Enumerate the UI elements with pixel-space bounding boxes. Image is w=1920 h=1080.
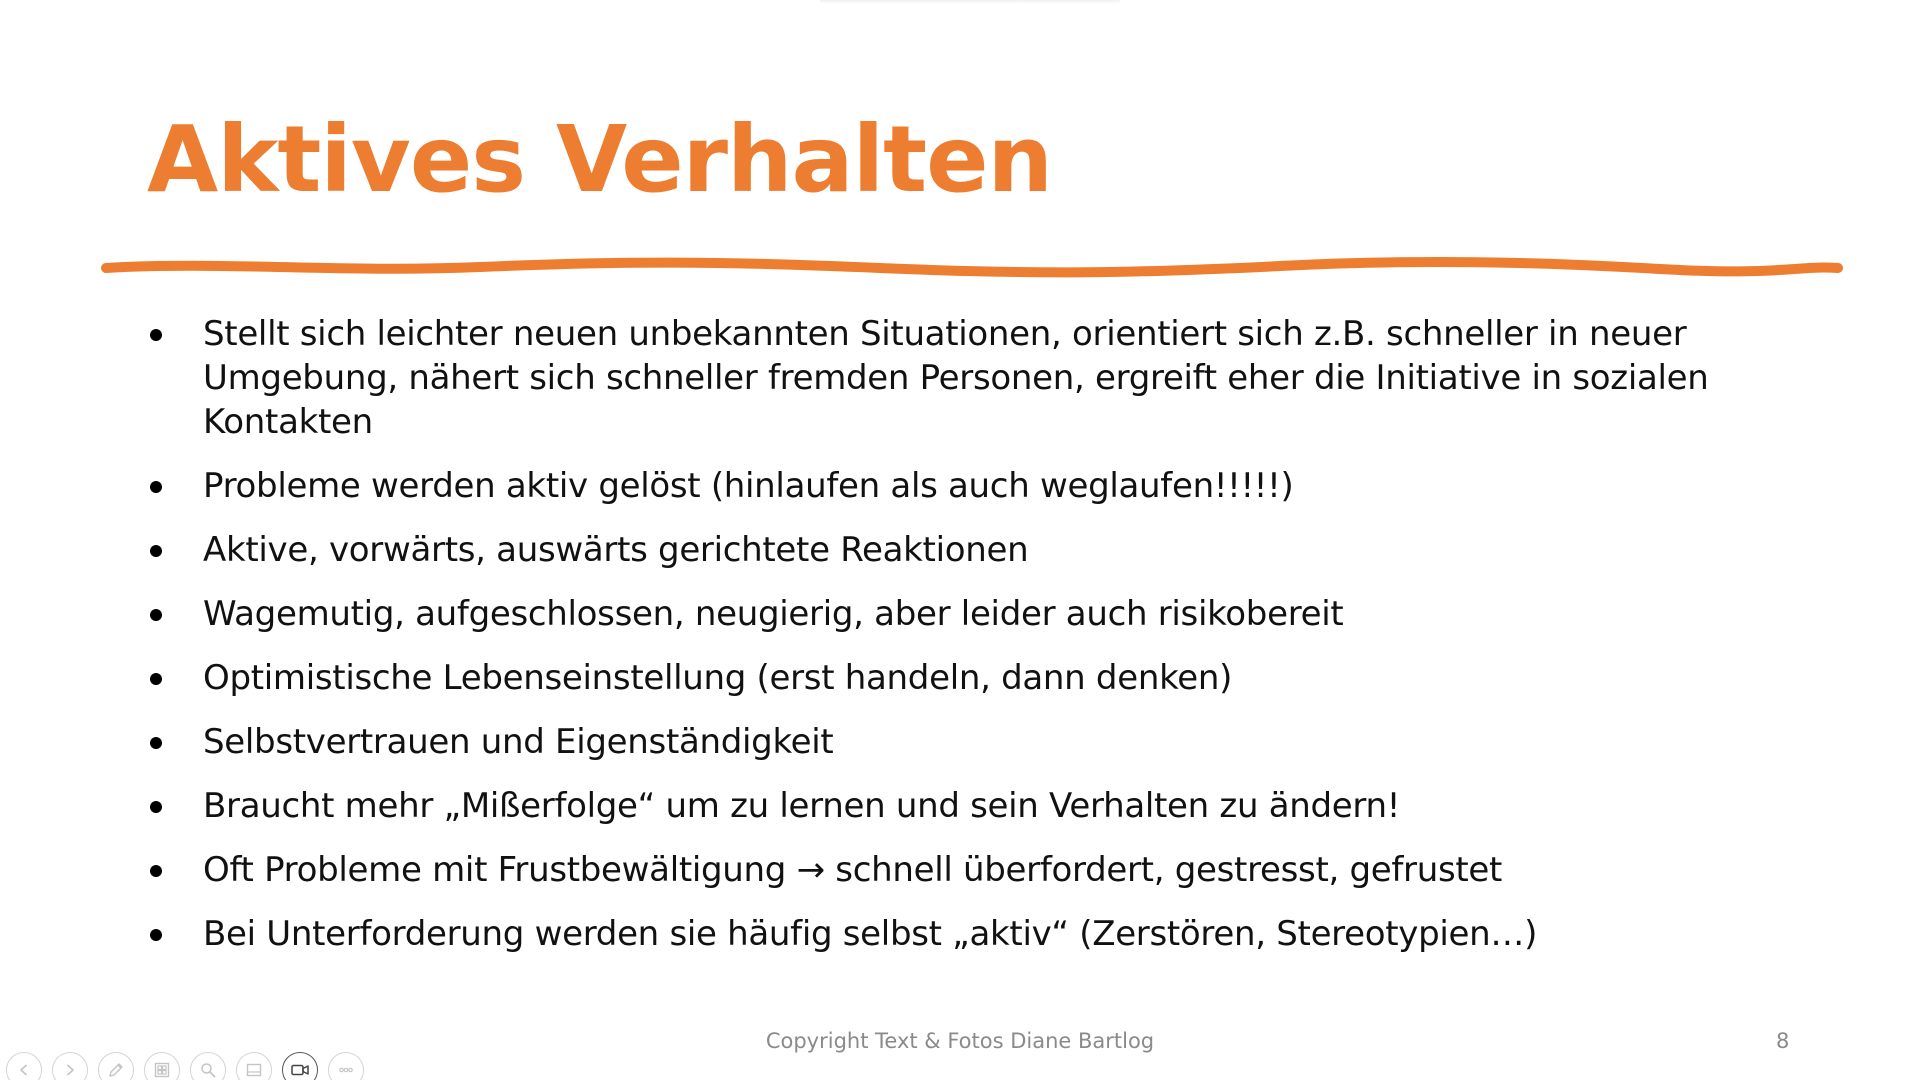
bullet-item	[140, 720, 1760, 764]
bullet-dot-icon	[150, 609, 162, 621]
bullet-dot-icon	[150, 329, 162, 341]
bullet-item	[140, 592, 1760, 636]
bullet-text: Aktive, vorwärts, auswärts gerichtete Reaktionen	[203, 530, 1029, 570]
bullet-item	[140, 464, 1760, 508]
bullet-dot-icon	[150, 929, 162, 941]
bullet-item	[140, 784, 1760, 828]
pen-icon	[107, 1061, 125, 1079]
bullet-list	[140, 312, 1760, 976]
bullet-item	[140, 848, 1760, 892]
bullet-item	[140, 912, 1760, 956]
bullet-text: Stellt sich leichter neuen unbekannten Situationen, orientiert sich z.B. schneller in neuer Umgebung, nähert sich schneller fremden Personen, ergreift eher die Initiative in sozialen Kontakten	[203, 314, 1709, 442]
title-underline-stroke	[100, 250, 1844, 286]
window-edge-shadow	[820, 0, 1120, 4]
slide-number: 8	[1776, 1029, 1790, 1053]
presentation-toolbar	[6, 1052, 364, 1080]
camera-button[interactable]	[282, 1052, 318, 1080]
zoom-icon	[199, 1061, 217, 1079]
bullet-text: Selbstvertrauen und Eigenständigkeit	[203, 722, 834, 762]
more-options-icon	[337, 1061, 355, 1079]
more-options-button[interactable]	[328, 1052, 364, 1080]
slide-title: Aktives Verhalten	[147, 106, 1052, 213]
bullet-dot-icon	[150, 481, 162, 493]
bullet-dot-icon	[150, 801, 162, 813]
previous-slide-icon	[16, 1062, 32, 1078]
slide-footer: Copyright Text & Fotos Diane Bartlog	[765, 1029, 1155, 1053]
previous-slide-button[interactable]	[6, 1052, 42, 1080]
bullet-dot-icon	[150, 545, 162, 557]
subtitles-button[interactable]	[236, 1052, 272, 1080]
next-slide-button[interactable]	[52, 1052, 88, 1080]
see-all-slides-icon	[153, 1061, 171, 1079]
bullet-text: Oft Probleme mit Frustbewältigung → schnell überfordert, gestresst, gefrustet	[203, 850, 1503, 890]
camera-icon	[290, 1062, 310, 1078]
bullet-text: Wagemutig, aufgeschlossen, neugierig, aber leider auch risikobereit	[203, 594, 1344, 634]
pen-tool-button[interactable]	[98, 1052, 134, 1080]
bullet-item	[140, 656, 1760, 700]
bullet-dot-icon	[150, 865, 162, 877]
bullet-text: Braucht mehr „Mißerfolge“ um zu lernen und sein Verhalten zu ändern!	[203, 786, 1401, 826]
bullet-dot-icon	[150, 673, 162, 685]
bullet-dot-icon	[150, 737, 162, 749]
bullet-text: Optimistische Lebenseinstellung (erst handeln, dann denken)	[203, 658, 1233, 698]
see-all-slides-button[interactable]	[144, 1052, 180, 1080]
bullet-text: Probleme werden aktiv gelöst (hinlaufen als auch weglaufen!!!!!)	[203, 466, 1294, 506]
zoom-button[interactable]	[190, 1052, 226, 1080]
next-slide-icon	[62, 1062, 78, 1078]
subtitles-icon	[245, 1061, 263, 1079]
bullet-item	[140, 312, 1760, 444]
bullet-item	[140, 528, 1760, 572]
bullet-text: Bei Unterforderung werden sie häufig selbst „aktiv“ (Zerstören, Stereotypien…)	[203, 914, 1538, 954]
